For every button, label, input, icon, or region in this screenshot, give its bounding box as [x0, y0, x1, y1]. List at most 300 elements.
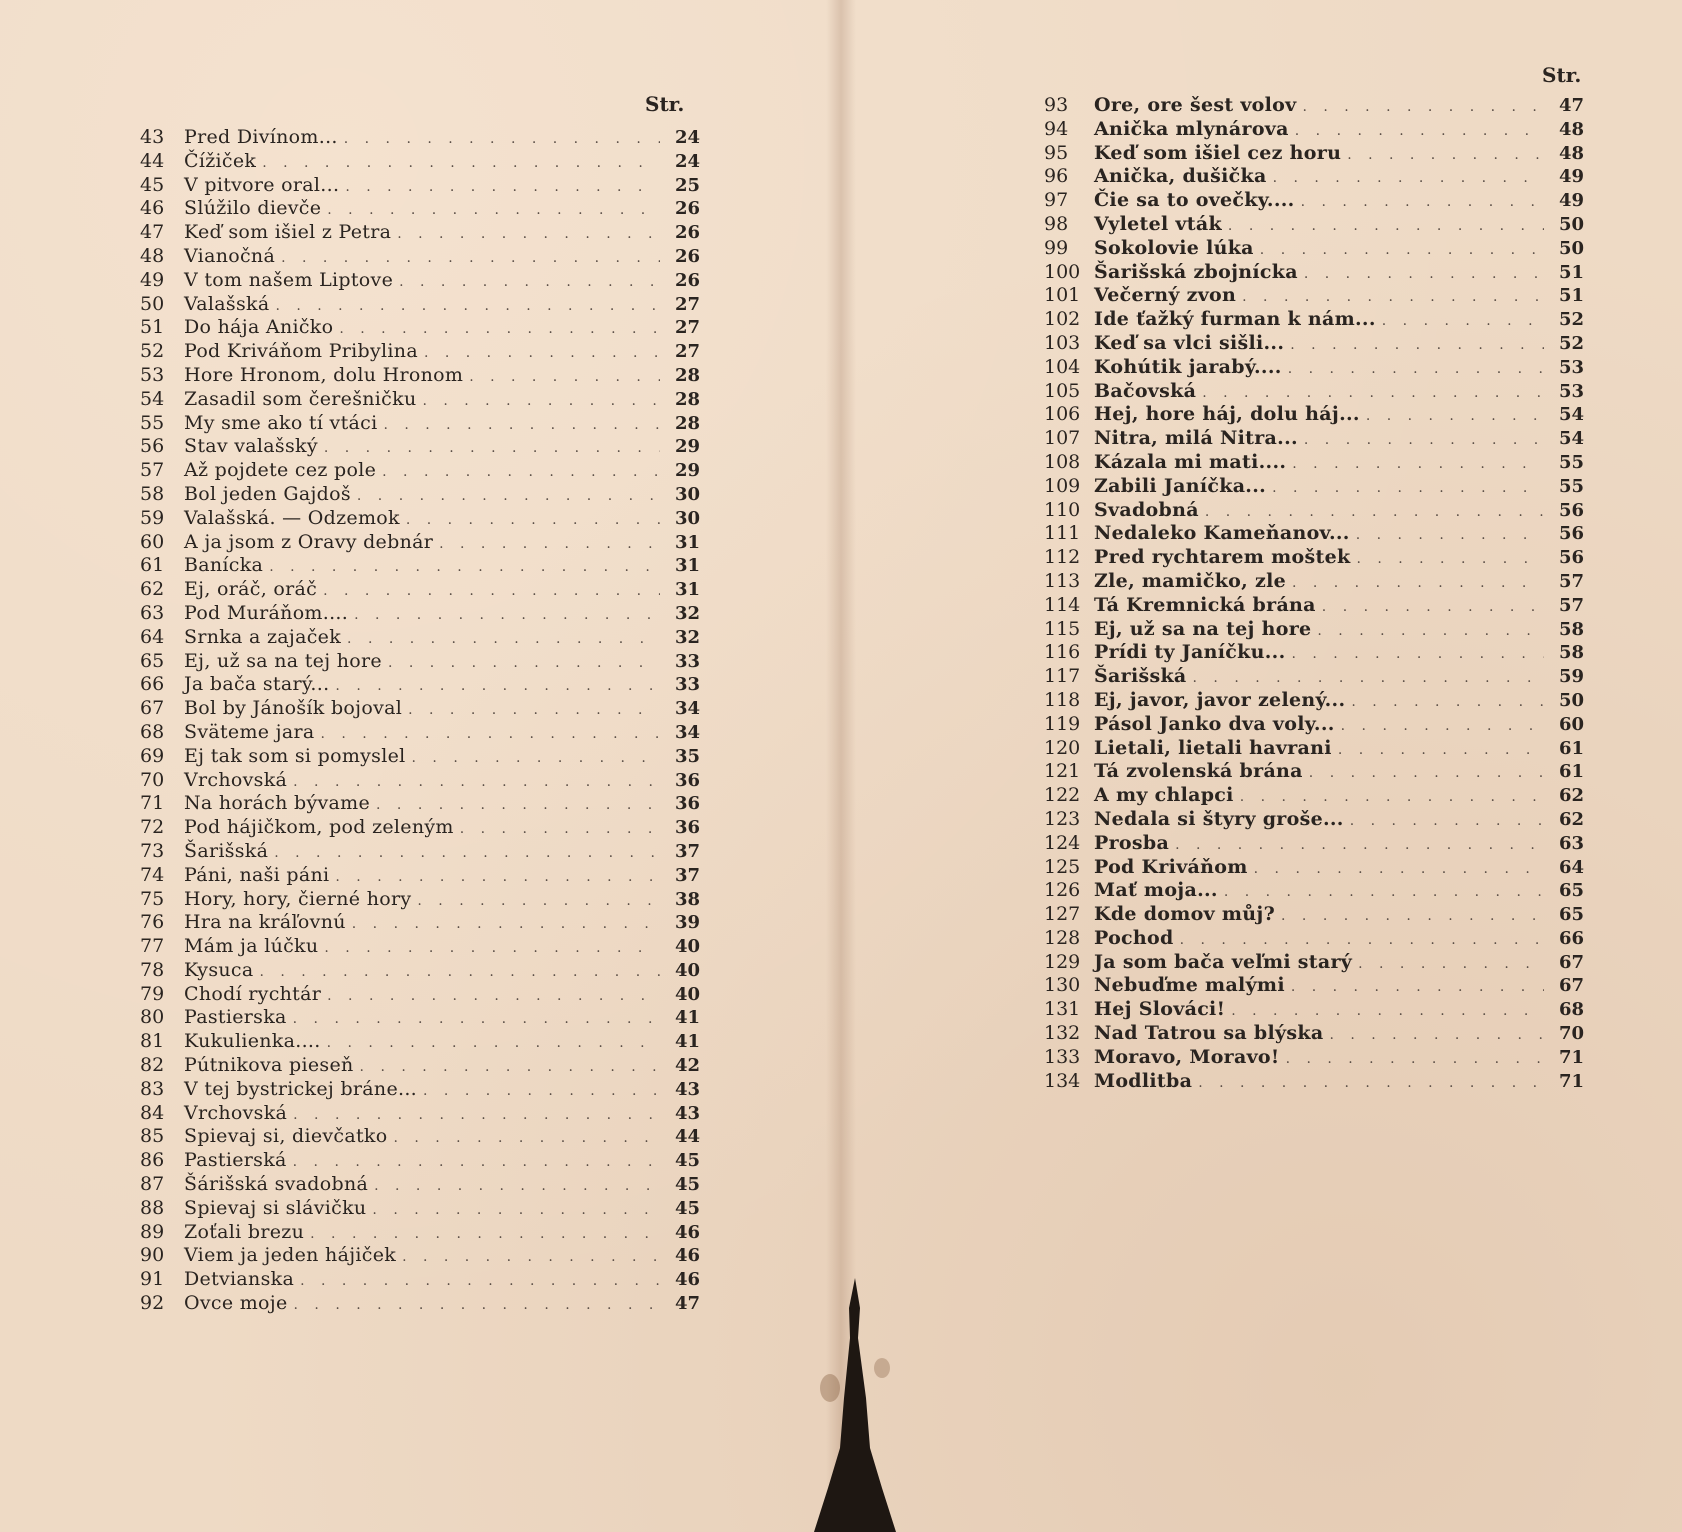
entry-number: 129 [1044, 950, 1081, 973]
entry-page-number: 25 [674, 174, 700, 196]
entry-title: Srnka a zajaček [184, 625, 342, 648]
entry-page-number: 40 [674, 936, 700, 958]
entry-page-number: 30 [674, 483, 700, 505]
toc-entry [1044, 213, 1584, 237]
toc-list-right [1044, 94, 1584, 1093]
entry-number: 50 [140, 292, 165, 315]
leader-dots [1351, 691, 1544, 715]
leader-dots [1350, 810, 1544, 834]
leader-dots [388, 652, 660, 676]
entry-title: Večerný zvon [1094, 284, 1237, 307]
entry-title: Vrchovská [184, 768, 288, 791]
entry-page-number: 26 [674, 222, 700, 244]
toc-entry [140, 531, 700, 555]
leader-dots [423, 1080, 660, 1104]
entry-page-number: 67 [1558, 951, 1584, 973]
entry-page-number: 28 [674, 364, 700, 386]
entry-page-number: 48 [1558, 142, 1584, 164]
entry-title: Hory, hory, čierné hory [184, 887, 412, 910]
entry-number: 90 [140, 1244, 165, 1267]
entry-number: 57 [140, 459, 165, 482]
entry-title: Ej, už sa na tej hore [1094, 617, 1312, 640]
toc-entry [1044, 903, 1584, 927]
leader-dots [262, 152, 660, 176]
entry-title: Ore, ore šest volov [1094, 94, 1297, 116]
entry-title: Tá Kremnická brána [1094, 593, 1316, 616]
entry-page-number: 71 [1558, 1046, 1584, 1068]
entry-number: 91 [140, 1268, 165, 1291]
entry-title: Nitra, milá Nitra... [1094, 427, 1298, 450]
entry-page-number: 28 [674, 388, 700, 410]
toc-entry [1044, 808, 1584, 832]
leader-dots [469, 366, 660, 390]
entry-page-number: 33 [674, 650, 700, 672]
entry-number: 78 [140, 958, 165, 981]
entry-title: Pod hájičkom, pod zeleným [184, 816, 454, 839]
toc-entry [140, 1054, 700, 1078]
entry-number: 107 [1044, 427, 1081, 450]
entry-page-number: 52 [1558, 332, 1584, 354]
toc-entry [140, 1149, 700, 1173]
entry-page-number: 57 [1558, 570, 1584, 592]
entry-number: 89 [140, 1220, 165, 1243]
entry-page-number: 54 [1558, 404, 1584, 426]
entry-number: 117 [1044, 665, 1081, 688]
leader-dots [1292, 643, 1545, 667]
entry-title: Kázala mi mati.... [1094, 450, 1287, 473]
entry-title: Spievaj si slávičku [184, 1196, 367, 1219]
entry-title: Keď som išiel z Petra [184, 221, 392, 244]
entry-number: 53 [140, 363, 165, 386]
leader-dots [374, 1175, 660, 1199]
leader-dots [1224, 881, 1544, 905]
toc-entry [140, 1221, 700, 1245]
entry-number: 95 [1044, 141, 1069, 164]
entry-title: Hej Slováci! [1094, 998, 1226, 1021]
entry-number: 69 [140, 744, 165, 767]
entry-number: 101 [1044, 284, 1081, 307]
toc-entry [1044, 856, 1584, 880]
toc-entry [140, 1006, 700, 1030]
toc-entry [140, 316, 700, 340]
leader-dots [1260, 239, 1544, 263]
entry-number: 108 [1044, 450, 1081, 473]
toc-entry [140, 293, 700, 317]
toc-entry [140, 673, 700, 697]
entry-page-number: 59 [1558, 666, 1584, 688]
leader-dots [1338, 739, 1544, 763]
entry-number: 113 [1044, 569, 1081, 592]
entry-number: 44 [140, 149, 165, 172]
toc-entry [1044, 332, 1584, 356]
toc-entry [1044, 427, 1584, 451]
toc-entry [1044, 356, 1584, 380]
entry-page-number: 24 [674, 127, 700, 148]
leader-dots [281, 247, 660, 271]
entry-number: 47 [140, 221, 165, 244]
leader-dots [1382, 310, 1544, 334]
entry-number: 133 [1044, 1045, 1081, 1068]
leader-dots [1356, 524, 1544, 548]
entry-title: Ej, oráč, oráč [184, 578, 318, 601]
entry-number: 87 [140, 1173, 165, 1196]
toc-entry [1044, 998, 1584, 1022]
leader-dots [1205, 501, 1544, 525]
entry-title: Pod Muráňom.... [184, 601, 349, 624]
entry-number: 131 [1044, 998, 1081, 1021]
entry-page-number: 56 [1558, 547, 1584, 569]
toc-entry [140, 745, 700, 769]
entry-page-number: 62 [1558, 785, 1584, 807]
entry-title: Pochod [1094, 926, 1174, 949]
entry-page-number: 41 [674, 1007, 700, 1029]
leader-dots [1273, 167, 1544, 191]
entry-number: 54 [140, 387, 165, 410]
entry-title: Zasadil som čerešničku [184, 387, 417, 410]
entry-number: 67 [140, 697, 165, 720]
entry-page-number: 27 [674, 341, 700, 363]
entry-page-number: 52 [1558, 309, 1584, 331]
entry-number: 79 [140, 982, 165, 1005]
toc-entry [1044, 1022, 1584, 1046]
leader-dots [412, 747, 660, 771]
toc-entry [140, 864, 700, 888]
entry-page-number: 63 [1558, 832, 1584, 854]
entry-page-number: 26 [674, 245, 700, 267]
leader-dots [1291, 976, 1544, 1000]
toc-entry [1044, 94, 1584, 118]
entry-title: Pastierska [184, 1006, 287, 1029]
entry-page-number: 60 [1558, 713, 1584, 735]
entry-title: Nedaleko Kameňanov... [1094, 522, 1350, 545]
leader-dots [1286, 1048, 1544, 1072]
entry-title: Pod Kriváňom [1094, 855, 1248, 878]
leader-dots [1242, 286, 1544, 310]
entry-title: Anička, dušička [1094, 165, 1267, 188]
toc-entry [140, 721, 700, 745]
toc-entry [140, 126, 700, 150]
entry-number: 128 [1044, 926, 1081, 949]
leader-dots [310, 1223, 660, 1247]
toc-entry [140, 174, 700, 198]
entry-title: Stav valašský [184, 435, 318, 458]
entry-number: 86 [140, 1149, 165, 1172]
entry-page-number: 36 [674, 817, 700, 839]
leader-dots [293, 1104, 660, 1128]
entry-number: 77 [140, 935, 165, 958]
entry-page-number: 43 [674, 1078, 700, 1100]
entry-title: Šarišská [1094, 665, 1187, 688]
leader-dots [402, 1246, 660, 1270]
leader-dots [1175, 834, 1544, 858]
entry-number: 100 [1044, 260, 1081, 283]
toc-entry [1044, 1046, 1584, 1070]
leader-dots [406, 509, 660, 533]
entry-page-number: 32 [674, 626, 700, 648]
leader-dots [321, 723, 661, 747]
entry-page-number: 41 [674, 1031, 700, 1053]
entry-number: 94 [1044, 117, 1069, 140]
entry-page-number: 57 [1558, 594, 1584, 616]
toc-entry [1044, 951, 1584, 975]
leader-dots [408, 699, 660, 723]
entry-title: Vyletel vták [1094, 212, 1222, 235]
entry-page-number: 64 [1558, 856, 1584, 878]
leader-dots [1254, 858, 1544, 882]
entry-title: V tej bystrickej bráne... [184, 1077, 418, 1100]
entry-page-number: 67 [1558, 975, 1584, 997]
entry-number: 127 [1044, 903, 1081, 926]
toc-entry [140, 983, 700, 1007]
toc-entry [1044, 641, 1584, 665]
page-column-header: Str. [645, 92, 685, 116]
entry-title: Svadobná [1094, 498, 1199, 521]
toc-entry [1044, 784, 1584, 808]
leader-dots [357, 485, 660, 509]
entry-title: Banícka [184, 554, 264, 577]
entry-page-number: 55 [1558, 451, 1584, 473]
leader-dots [335, 675, 660, 699]
toc-entry [140, 1197, 700, 1221]
entry-page-number: 70 [1558, 1023, 1584, 1045]
entry-page-number: 32 [674, 602, 700, 624]
entry-page-number: 49 [1558, 190, 1584, 212]
entry-page-number: 55 [1558, 475, 1584, 497]
entry-title: Ide ťažký furman k nám... [1094, 308, 1376, 331]
entry-page-number: 29 [674, 436, 700, 458]
entry-number: 43 [140, 126, 165, 148]
toc-entry [1044, 1070, 1584, 1094]
entry-page-number: 42 [674, 1055, 700, 1077]
toc-entry [140, 1244, 700, 1268]
entry-page-number: 46 [674, 1269, 700, 1291]
entry-number: 68 [140, 720, 165, 743]
entry-title: Mať moja... [1094, 879, 1218, 902]
entry-page-number: 56 [1558, 499, 1584, 521]
entry-number: 97 [1044, 189, 1069, 212]
toc-entry [140, 888, 700, 912]
entry-title: Hej, hore háj, dolu háj... [1094, 403, 1360, 426]
leader-dots [1231, 1000, 1544, 1024]
entry-page-number: 37 [674, 864, 700, 886]
entry-title: Detvianska [184, 1268, 295, 1291]
leader-dots [300, 1270, 660, 1294]
entry-title: Valašská [184, 292, 270, 315]
toc-entry [140, 911, 700, 935]
leader-dots [324, 437, 660, 461]
entry-page-number: 29 [674, 460, 700, 482]
entry-title: Až pojdete cez pole [184, 459, 377, 482]
leader-dots [354, 604, 660, 628]
entry-title: Ovce moje [184, 1292, 288, 1315]
entry-page-number: 45 [674, 1150, 700, 1172]
entry-number: 123 [1044, 807, 1081, 830]
entry-page-number: 71 [1558, 1070, 1584, 1092]
entry-number: 102 [1044, 308, 1081, 331]
entry-title: Šarišská zbojnícka [1094, 260, 1298, 283]
toc-entry [140, 1078, 700, 1102]
toc-entry [1044, 403, 1584, 427]
entry-number: 112 [1044, 546, 1081, 569]
entry-title: Bol by Jánošík bojoval [184, 697, 403, 720]
toc-entry [140, 459, 700, 483]
toc-entry [140, 959, 700, 983]
leader-dots [1292, 453, 1544, 477]
entry-number: 56 [140, 435, 165, 458]
leader-dots [1240, 786, 1544, 810]
toc-entry [1044, 380, 1584, 404]
toc-entry [140, 650, 700, 674]
entry-number: 66 [140, 673, 165, 696]
entry-title: Pásol Janko dva voly... [1094, 712, 1335, 735]
toc-entry [140, 150, 700, 174]
entry-title: Lietali, lietali havrani [1094, 736, 1332, 759]
entry-page-number: 47 [1558, 95, 1584, 116]
entry-page-number: 62 [1558, 808, 1584, 830]
entry-title: Viem ja jeden hájiček [184, 1244, 397, 1267]
toc-entry [140, 340, 700, 364]
entry-number: 115 [1044, 617, 1081, 640]
entry-number: 60 [140, 530, 165, 553]
leader-dots [376, 794, 660, 818]
entry-number: 45 [140, 173, 165, 196]
entry-number: 92 [140, 1292, 165, 1315]
toc-entry [140, 197, 700, 221]
entry-number: 52 [140, 340, 165, 363]
leader-dots [327, 199, 660, 223]
entry-number: 124 [1044, 831, 1081, 854]
leader-dots [1290, 334, 1544, 358]
toc-entry [140, 388, 700, 412]
leader-dots [1292, 572, 1544, 596]
entry-number: 88 [140, 1196, 165, 1219]
entry-page-number: 45 [674, 1174, 700, 1196]
leader-dots [382, 461, 660, 485]
entry-page-number: 40 [674, 983, 700, 1005]
entry-page-number: 58 [1558, 642, 1584, 664]
toc-entry [140, 1125, 700, 1149]
entry-page-number: 24 [674, 150, 700, 172]
entry-page-number: 68 [1558, 999, 1584, 1021]
entry-title: Spievaj si, dievčatko [184, 1125, 388, 1148]
leader-dots [417, 890, 660, 914]
toc-entry [140, 602, 700, 626]
entry-number: 111 [1044, 522, 1081, 545]
leader-dots [293, 1151, 660, 1175]
entry-number: 84 [140, 1101, 165, 1124]
entry-number: 61 [140, 554, 165, 577]
entry-number: 114 [1044, 593, 1081, 616]
entry-number: 75 [140, 887, 165, 910]
entry-number: 58 [140, 482, 165, 505]
leader-dots [1329, 1024, 1544, 1048]
toc-entry [1044, 475, 1584, 499]
entry-number: 76 [140, 911, 165, 934]
leader-dots [1228, 215, 1544, 239]
leader-dots [269, 556, 660, 580]
leader-dots [397, 223, 660, 247]
leader-dots [274, 842, 660, 866]
entry-number: 96 [1044, 165, 1069, 188]
entry-page-number: 44 [674, 1126, 700, 1148]
entry-page-number: 30 [674, 507, 700, 529]
toc-entry [140, 221, 700, 245]
toc-entry [140, 935, 700, 959]
toc-entry [140, 1268, 700, 1292]
toc-entry [1044, 879, 1584, 903]
entry-number: 81 [140, 1030, 165, 1053]
entry-title: Ja bača starý... [184, 673, 330, 696]
entry-title: Pod Kriváňom Pribylina [184, 340, 418, 363]
toc-entry [140, 840, 700, 864]
leader-dots [1193, 667, 1544, 691]
leader-dots [1347, 144, 1544, 168]
entry-title: My sme ako tí vtáci [184, 411, 378, 434]
toc-entry [140, 578, 700, 602]
entry-page-number: 50 [1558, 689, 1584, 711]
leader-dots [293, 1008, 660, 1032]
leader-dots [1366, 405, 1544, 429]
entry-page-number: 34 [674, 698, 700, 720]
entry-number: 118 [1044, 688, 1081, 711]
entry-page-number: 33 [674, 674, 700, 696]
entry-page-number: 47 [674, 1293, 700, 1315]
toc-entry [140, 1102, 700, 1126]
entry-title: Bačovská [1094, 379, 1197, 402]
entry-number: 130 [1044, 974, 1081, 997]
leader-dots [1304, 263, 1544, 287]
entry-title: Sväteme jara [184, 720, 315, 743]
toc-entry [140, 792, 700, 816]
entry-title: Kde domov můj? [1094, 903, 1276, 926]
entry-page-number: 65 [1558, 904, 1584, 926]
entry-number: 83 [140, 1077, 165, 1100]
entry-number: 63 [140, 601, 165, 624]
entry-number: 105 [1044, 379, 1081, 402]
toc-entry [140, 554, 700, 578]
entry-number: 98 [1044, 212, 1069, 235]
leader-dots [323, 580, 660, 604]
entry-title: Na horách bývame [184, 792, 371, 815]
entry-page-number: 40 [674, 959, 700, 981]
entry-title: Šarišská [184, 839, 269, 862]
entry-number: 106 [1044, 403, 1081, 426]
leader-dots [327, 985, 660, 1009]
entry-page-number: 50 [1558, 213, 1584, 235]
toc-entry [1044, 760, 1584, 784]
entry-number: 73 [140, 839, 165, 862]
entry-number: 104 [1044, 355, 1081, 378]
toc-entry [140, 412, 700, 436]
entry-title: Slúžilo dievče [184, 197, 322, 220]
leader-dots [1304, 429, 1544, 453]
entry-title: Kohútik jarabý.... [1094, 355, 1282, 378]
leader-dots [345, 176, 660, 200]
leader-dots [424, 342, 660, 366]
entry-title: Vianočná [184, 244, 276, 267]
toc-list-left [140, 126, 700, 1316]
entry-number: 48 [140, 244, 165, 267]
leader-dots [422, 390, 660, 414]
leader-dots [1202, 382, 1544, 406]
entry-page-number: 50 [1558, 237, 1584, 259]
entry-number: 132 [1044, 1022, 1081, 1045]
entry-number: 110 [1044, 498, 1081, 521]
entry-number: 93 [1044, 94, 1069, 116]
entry-number: 82 [140, 1054, 165, 1077]
entry-title: Zle, mamičko, zle [1094, 569, 1286, 592]
entry-number: 134 [1044, 1069, 1081, 1092]
